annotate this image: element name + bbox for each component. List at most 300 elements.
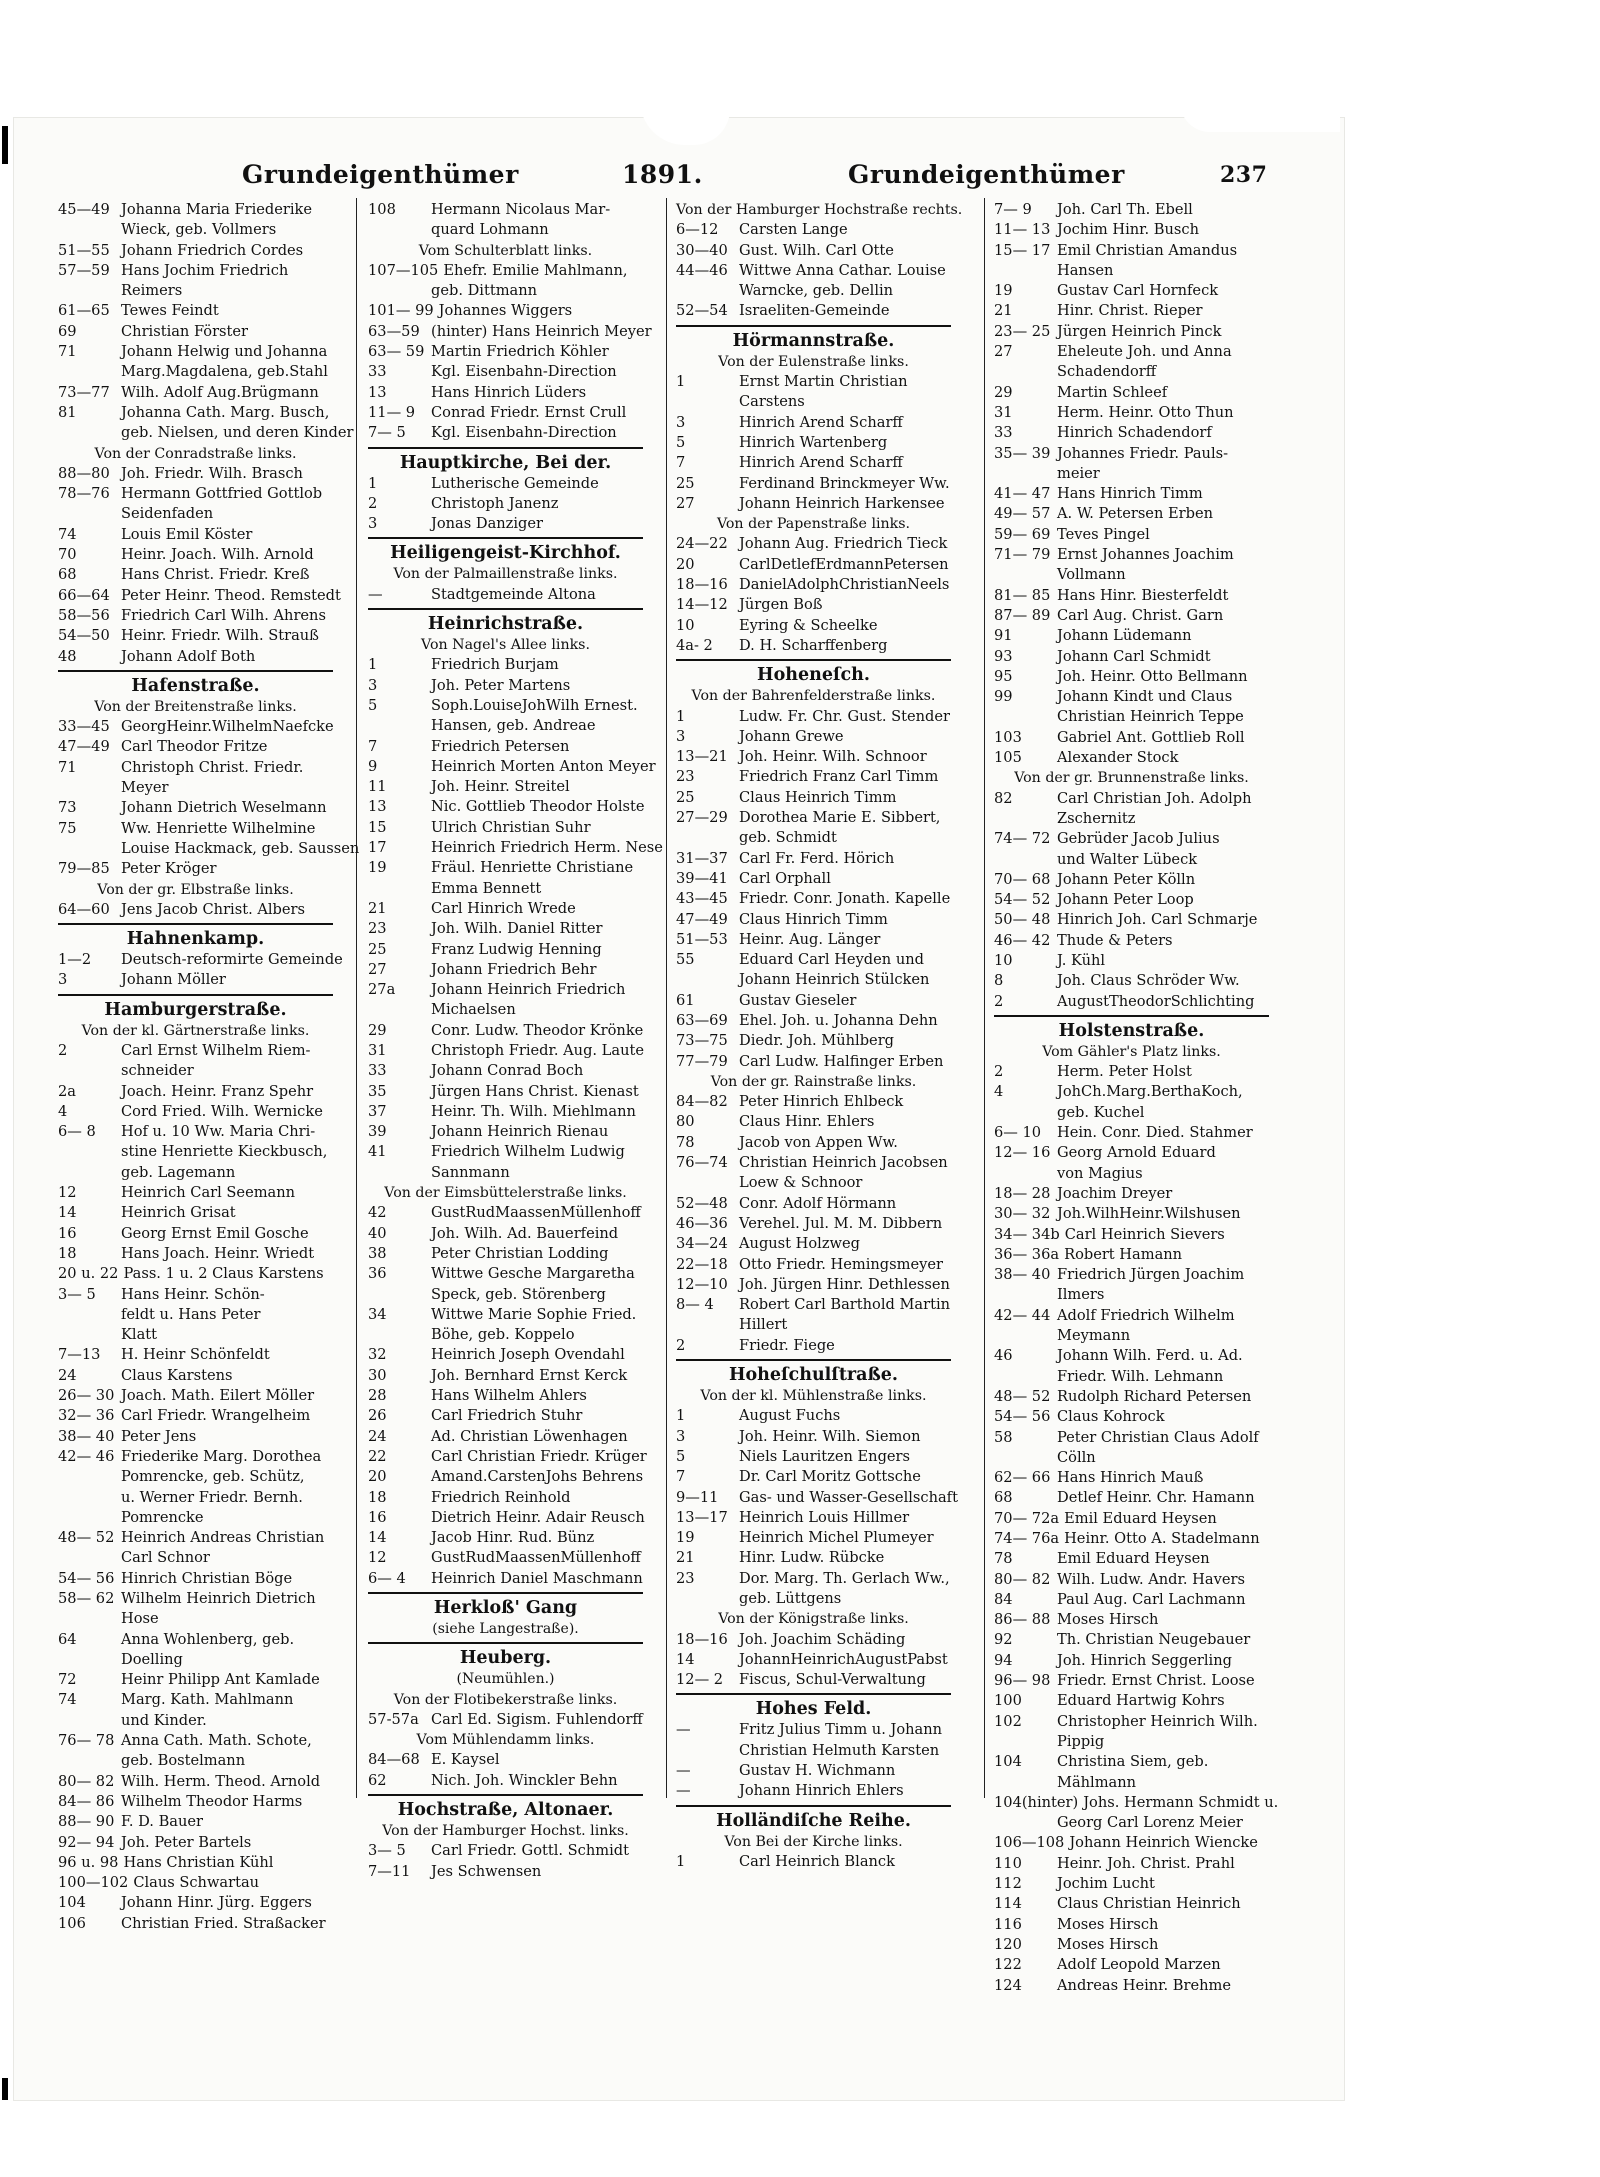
owner-entry bbox=[368, 261, 643, 281]
house-number: 61 bbox=[676, 991, 695, 1009]
owner-name: Hof u. 10 Ww. Maria Chri- bbox=[121, 1123, 316, 1141]
owner-entry bbox=[676, 575, 951, 595]
owner-name: Carl Fr. Ferd. Hörich bbox=[739, 849, 895, 867]
owner-entry bbox=[368, 1467, 643, 1487]
owner-entry bbox=[994, 1428, 1269, 1448]
owner-entry bbox=[368, 858, 643, 878]
house-number: 120 bbox=[994, 1935, 1022, 1953]
owner-entry bbox=[676, 301, 951, 321]
house-number: 20 bbox=[676, 555, 695, 573]
house-number: 78 bbox=[676, 1133, 695, 1151]
owner-name: Carl Ed. Sigism. Fuhlendorff bbox=[431, 1710, 643, 1728]
owner-name: Marg. Kath. Mahlmann bbox=[121, 1691, 294, 1709]
street-heading: Hahnenkamp. bbox=[126, 929, 265, 950]
street-heading: Heiligengeist-Kirchhof. bbox=[390, 543, 621, 564]
house-number: 44—46 bbox=[676, 261, 728, 279]
owner-name: A. W. Petersen Erben bbox=[1057, 505, 1213, 523]
house-number: 3 bbox=[676, 1427, 686, 1445]
house-number: 4 bbox=[58, 1102, 68, 1120]
house-number: 78—76 bbox=[58, 485, 110, 503]
house-number: 105 bbox=[994, 749, 1022, 767]
owner-name: Wittwe Anna Cathar. Louise bbox=[739, 261, 946, 279]
house-number: 3— 5 bbox=[58, 1285, 96, 1303]
owner-name: Heinr Philipp Ant Kamlade bbox=[121, 1671, 320, 1689]
owner-name: Detlef Heinr. Chr. Hamann bbox=[1057, 1489, 1255, 1507]
entry-continuation bbox=[994, 1813, 1269, 1833]
house-number: 6—12 bbox=[676, 221, 719, 239]
owner-name: Carl Ernst Wilhelm Riem- bbox=[121, 1041, 311, 1059]
owner-entry bbox=[994, 890, 1269, 910]
house-number: 63—59 bbox=[368, 322, 420, 340]
owner-name: Heinr. Joach. Wilh. Arnold bbox=[121, 546, 314, 564]
owner-name: Hermann Gottfried Gottlob bbox=[121, 485, 323, 503]
owner-name: Gust. Wilh. Carl Otte bbox=[739, 241, 894, 259]
house-number: 15 bbox=[368, 818, 387, 836]
house-number: — bbox=[676, 1721, 691, 1739]
entry-continuation bbox=[58, 1325, 333, 1345]
owner-name: Fiscus, Schul-Verwaltung bbox=[739, 1671, 926, 1689]
house-number: 59— 69 bbox=[994, 525, 1051, 543]
house-number: 30— 32 bbox=[994, 1205, 1051, 1223]
owner-name: Heinrich Joseph Ovendahl bbox=[431, 1346, 625, 1364]
owner-entry bbox=[994, 484, 1269, 504]
owner-name-continued: quard Lohmann bbox=[431, 221, 549, 239]
house-number: 1 bbox=[368, 474, 378, 492]
direction-note: Von der Eimsbüttelerstraße links. bbox=[384, 1185, 627, 1202]
owner-name: AugustTheodorSchlichting bbox=[1057, 992, 1255, 1010]
owner-name: Carl Christian Friedr. Krüger bbox=[431, 1447, 647, 1465]
owner-name-continued: geb. Lagemann bbox=[121, 1163, 236, 1181]
house-number: 3 bbox=[368, 515, 378, 533]
owner-name: Hinrich Joh. Carl Schmarje bbox=[1057, 911, 1258, 929]
owner-name: August Fuchs bbox=[739, 1407, 841, 1425]
owner-name: Christoph Janenz bbox=[431, 494, 559, 512]
owner-entry bbox=[676, 1569, 951, 1589]
owner-entry bbox=[368, 1345, 643, 1365]
house-number: 103 bbox=[994, 728, 1022, 746]
house-number: 74 bbox=[58, 525, 77, 543]
owner-name-continued: Ilmers bbox=[1057, 1286, 1105, 1304]
house-number: 23— 25 bbox=[994, 322, 1051, 340]
owner-name: Johann Dietrich Weselmann bbox=[121, 799, 327, 817]
house-number: 33 bbox=[368, 1062, 387, 1080]
house-number: 84—82 bbox=[676, 1093, 728, 1111]
owner-entry bbox=[676, 869, 951, 889]
owner-entry bbox=[676, 636, 951, 656]
owner-name: Fritz Julius Timm u. Johann bbox=[739, 1721, 943, 1739]
owner-name: Hinr. Christ. Rieper bbox=[1057, 302, 1203, 320]
owner-entry bbox=[368, 1264, 643, 1284]
owner-name: Joachim Dreyer bbox=[1057, 1184, 1173, 1202]
owner-name: Carl Ludw. Halfinger Erben bbox=[739, 1052, 944, 1070]
house-number: 81 bbox=[58, 403, 77, 421]
owner-entry bbox=[58, 525, 333, 545]
street-heading: Hauptkirche, Bei der. bbox=[399, 452, 612, 473]
direction-note: Von der Eulenstraße links. bbox=[718, 353, 909, 370]
house-number: 34— 34b bbox=[994, 1225, 1060, 1243]
section-rule bbox=[58, 670, 333, 672]
owner-name: J. Kühl bbox=[1057, 951, 1106, 969]
owner-name-continued: Louise Hackmack, geb. Saussen bbox=[121, 839, 360, 857]
owner-name-continued: Klatt bbox=[121, 1326, 157, 1344]
house-number: 23 bbox=[368, 920, 387, 938]
owner-name: Deutsch-reformirte Gemeinde bbox=[121, 951, 343, 969]
house-number: 100 bbox=[994, 1692, 1022, 1710]
direction-note: Von der kl. Mühlenstraße links. bbox=[700, 1388, 927, 1405]
owner-entry bbox=[676, 1781, 951, 1801]
owner-entry bbox=[368, 1750, 643, 1770]
house-number: 13 bbox=[368, 798, 387, 816]
owner-name: Joh. Bernhard Ernst Kerck bbox=[431, 1366, 628, 1384]
owner-entry bbox=[58, 261, 333, 281]
owner-name: Heinrich Morten Anton Meyer bbox=[431, 757, 656, 775]
house-number: 88—80 bbox=[58, 464, 110, 482]
owner-name: E. Kaysel bbox=[431, 1751, 500, 1769]
owner-name: Friedr. Ernst Christ. Loose bbox=[1057, 1672, 1255, 1690]
owner-entry bbox=[994, 1793, 1279, 1813]
house-number: 79—85 bbox=[58, 860, 110, 878]
column-divider bbox=[666, 198, 667, 1798]
house-number: 12— 16 bbox=[994, 1144, 1051, 1162]
owner-entry bbox=[58, 322, 333, 342]
owner-name: Franz Ludwig Henning bbox=[431, 940, 602, 958]
house-number: 3 bbox=[676, 413, 686, 431]
owner-entry bbox=[368, 1082, 643, 1102]
owner-name-continued: Loew & Schnoor bbox=[739, 1174, 863, 1192]
torn-edge bbox=[1180, 100, 1340, 132]
owner-name-continued: u. Werner Friedr. Bernh. bbox=[121, 1488, 303, 1506]
owner-entry bbox=[994, 971, 1269, 991]
page-header bbox=[230, 160, 1270, 194]
owner-name: Ehel. Joh. u. Johanna Dehn bbox=[739, 1011, 938, 1029]
owner-name: Carl Theodor Fritze bbox=[121, 738, 268, 756]
owner-name: Claus Kohrock bbox=[1057, 1408, 1165, 1426]
entry-continuation bbox=[994, 565, 1269, 585]
house-number: 33—45 bbox=[58, 718, 110, 736]
house-number: 18 bbox=[368, 1488, 387, 1506]
entry-continuation bbox=[368, 220, 643, 240]
owner-name: Joh. Wilh. Ad. Bauerfeind bbox=[431, 1224, 619, 1242]
owner-name-continued: Zschernitz bbox=[1057, 809, 1136, 827]
owner-name: Gebrüder Jacob Julius bbox=[1057, 830, 1220, 848]
owner-name: Johann Friedrich Cordes bbox=[121, 241, 304, 259]
entry-continuation bbox=[368, 1325, 643, 1345]
street-heading: Herkloß' Gang bbox=[433, 1598, 578, 1618]
owner-name: Ww. Henriette Wilhelmine bbox=[121, 819, 316, 837]
house-number: 76—74 bbox=[676, 1154, 728, 1172]
owner-name-continued: Seidenfaden bbox=[121, 505, 214, 523]
owner-entry bbox=[58, 1731, 333, 1751]
owner-name-continued: Hansen bbox=[1057, 261, 1114, 279]
house-number: 75 bbox=[58, 819, 77, 837]
entry-continuation bbox=[994, 850, 1269, 870]
owner-entry bbox=[58, 859, 333, 879]
house-number: 106 bbox=[58, 1914, 86, 1932]
owner-entry bbox=[58, 900, 333, 920]
entry-continuation bbox=[994, 464, 1269, 484]
owner-entry bbox=[368, 1224, 643, 1244]
house-number: 29 bbox=[994, 383, 1013, 401]
owner-entry bbox=[368, 301, 643, 321]
owner-name: Joh. Heinr. Otto Bellmann bbox=[1057, 667, 1248, 685]
owner-entry bbox=[58, 647, 333, 667]
owner-entry bbox=[58, 1406, 333, 1426]
owner-name-continued: geb. Lüttgens bbox=[739, 1590, 842, 1607]
owner-entry bbox=[368, 818, 643, 838]
house-number: 47—49 bbox=[676, 910, 728, 928]
house-number: 96— 98 bbox=[994, 1672, 1051, 1690]
owner-name: Hans Hinrich Mauß bbox=[1057, 1469, 1204, 1487]
owner-name: Johannes Friedr. Pauls- bbox=[1057, 444, 1229, 462]
house-number: 2 bbox=[368, 494, 378, 512]
entry-continuation bbox=[58, 1305, 333, 1325]
column-divider bbox=[356, 198, 357, 1798]
owner-name: Claus Heinrich Timm bbox=[739, 788, 897, 806]
owner-entry bbox=[676, 1255, 951, 1275]
entry-continuation bbox=[676, 828, 951, 848]
owner-entry bbox=[994, 1955, 1269, 1975]
street-heading: Heinrichstraße. bbox=[427, 614, 584, 635]
section-rule bbox=[676, 1693, 951, 1695]
section-rule bbox=[676, 659, 951, 661]
owner-entry bbox=[994, 322, 1269, 342]
street-heading: Hohes Feld. bbox=[755, 1699, 872, 1720]
house-number: 8 bbox=[994, 972, 1004, 990]
owner-name-continued: Böhe, geb. Koppelo bbox=[431, 1326, 575, 1344]
owner-name: Emil Eduard Heysen bbox=[1064, 1509, 1217, 1527]
owner-entry bbox=[676, 1488, 958, 1508]
owner-name: Joach. Heinr. Franz Spehr bbox=[121, 1082, 314, 1100]
owner-name: Wilhelm Theodor Harms bbox=[121, 1792, 303, 1810]
owner-entry bbox=[58, 241, 333, 261]
owner-name: Joh. Heinr. Wilh. Siemon bbox=[739, 1427, 921, 1445]
house-number: 80— 82 bbox=[994, 1570, 1051, 1588]
owner-entry bbox=[676, 1467, 951, 1487]
owner-name: Joh. Friedr. Wilh. Brasch bbox=[121, 464, 303, 482]
house-number: 91 bbox=[994, 627, 1013, 645]
house-number: 102 bbox=[994, 1712, 1022, 1730]
owner-entry bbox=[994, 1854, 1269, 1874]
owner-entry bbox=[368, 676, 643, 696]
house-number: 16 bbox=[58, 1224, 77, 1242]
house-number: 21 bbox=[676, 1549, 695, 1567]
owner-entry bbox=[368, 1406, 643, 1426]
house-number: 104 bbox=[994, 1753, 1022, 1771]
owner-name: Martin Friedrich Köhler bbox=[431, 343, 609, 361]
owner-entry bbox=[58, 1386, 333, 1406]
owner-name: Heinrich Friedrich Herm. Nese bbox=[431, 839, 663, 857]
house-number: 54— 56 bbox=[58, 1569, 115, 1587]
owner-name: Johanna Maria Friederike bbox=[121, 201, 313, 218]
owner-entry bbox=[58, 1772, 333, 1792]
owner-name-continued: geb. Kuchel bbox=[1057, 1103, 1145, 1121]
entry-continuation bbox=[676, 1741, 951, 1761]
street-heading: Hochstraße, Altonaer. bbox=[397, 1800, 614, 1821]
house-number: 16 bbox=[368, 1508, 387, 1526]
entry-continuation bbox=[676, 1173, 951, 1193]
section-rule bbox=[676, 325, 951, 327]
owner-entry bbox=[994, 789, 1269, 809]
direction-note: Von der Flotibekerstraße links. bbox=[393, 1691, 618, 1708]
owner-name: Kgl. Eisenbahn-Direction bbox=[431, 363, 617, 381]
owner-name: Eyring & Scheelke bbox=[739, 616, 878, 634]
house-number: 71— 79 bbox=[994, 546, 1051, 564]
owner-name: Kgl. Eisenbahn-Direction bbox=[431, 424, 617, 442]
house-number: 27—29 bbox=[676, 809, 728, 827]
owner-entry bbox=[368, 1841, 643, 1861]
owner-name: Peter Heinr. Theod. Remstedt bbox=[121, 586, 341, 604]
entry-continuation bbox=[58, 1650, 333, 1670]
house-number: 12—10 bbox=[676, 1275, 728, 1293]
owner-entry bbox=[368, 1102, 643, 1122]
house-number: 81— 85 bbox=[994, 586, 1051, 604]
owner-name: Christoph Friedr. Aug. Laute bbox=[431, 1041, 644, 1059]
owner-entry bbox=[994, 1245, 1269, 1265]
house-number: 84—68 bbox=[368, 1751, 420, 1769]
owner-name: Hans Heinr. Schön- bbox=[121, 1285, 265, 1303]
entry-continuation bbox=[58, 1711, 333, 1731]
house-number: 35 bbox=[368, 1082, 387, 1100]
owner-name: Heinr. Friedr. Wilh. Strauß bbox=[121, 627, 319, 645]
column-divider bbox=[984, 198, 985, 1798]
owner-name: Christoph Christ. Friedr. bbox=[121, 758, 304, 776]
owner-entry bbox=[994, 383, 1269, 403]
house-number: 73—77 bbox=[58, 383, 110, 401]
house-number: 38 bbox=[368, 1244, 387, 1262]
owner-entry bbox=[58, 1792, 333, 1812]
owner-name: Carl Aug. Christ. Garn bbox=[1057, 606, 1224, 624]
page-number: 237 bbox=[1220, 162, 1268, 188]
house-number: 54— 56 bbox=[994, 1408, 1051, 1426]
house-number: 12 bbox=[368, 1549, 387, 1567]
owner-name: Hinrich Arend Scharff bbox=[739, 413, 903, 431]
owner-entry bbox=[994, 1549, 1269, 1569]
owner-entry bbox=[676, 950, 951, 970]
direction-note: Von Nagel's Allee links. bbox=[421, 637, 590, 654]
owner-entry bbox=[368, 940, 643, 960]
owner-name: Th. Christian Neugebauer bbox=[1057, 1631, 1251, 1649]
house-number: 39 bbox=[368, 1123, 387, 1141]
house-number: 27 bbox=[676, 494, 695, 512]
owner-name: Johann Peter Loop bbox=[1057, 891, 1194, 909]
owner-entry bbox=[994, 444, 1269, 464]
direction-note: Von der Bahrenfelderstraße links. bbox=[691, 688, 936, 705]
house-number: 47—49 bbox=[58, 738, 110, 756]
owner-entry bbox=[676, 453, 951, 473]
owner-name: Ernst Johannes Joachim bbox=[1057, 546, 1234, 564]
owner-entry bbox=[368, 757, 656, 777]
section-rule bbox=[368, 1794, 643, 1796]
owner-entry bbox=[994, 301, 1269, 321]
house-number: 37 bbox=[368, 1102, 387, 1120]
owner-name: Friedrich Carl Wilh. Ahrens bbox=[121, 606, 326, 624]
owner-name: Jürgen Boß bbox=[739, 596, 823, 614]
owner-name: Hans Christian Kühl bbox=[123, 1853, 274, 1871]
owner-name: Johann Möller bbox=[121, 971, 226, 989]
house-number: 14 bbox=[676, 1650, 695, 1668]
direction-note: Von der Hamburger Hochstraße rechts. bbox=[676, 202, 963, 218]
owner-entry bbox=[58, 586, 341, 606]
house-number: 101— 99 bbox=[368, 302, 434, 320]
entry-continuation bbox=[676, 392, 951, 412]
owner-name: Johann Friedrich Behr bbox=[431, 960, 597, 978]
house-number: 94 bbox=[994, 1651, 1013, 1669]
header-year: 1891. bbox=[622, 160, 703, 189]
house-number: 10 bbox=[676, 616, 695, 634]
house-number: 46—36 bbox=[676, 1214, 728, 1232]
house-number: 58— 62 bbox=[58, 1590, 115, 1607]
owner-entry bbox=[994, 1590, 1269, 1610]
entry-continuation bbox=[994, 1103, 1269, 1123]
owner-entry bbox=[676, 1670, 951, 1690]
owner-name: Carl Friedrich Stuhr bbox=[431, 1407, 583, 1425]
house-number: 43—45 bbox=[676, 890, 728, 908]
section-rule bbox=[368, 447, 643, 449]
owner-entry bbox=[676, 220, 951, 240]
owner-entry bbox=[676, 1275, 951, 1295]
owner-name: Conr. Adolf Hörmann bbox=[739, 1194, 897, 1212]
house-number: 68 bbox=[58, 566, 77, 584]
owner-entry bbox=[58, 758, 333, 778]
house-number: 77—79 bbox=[676, 1052, 728, 1070]
house-number: 15— 17 bbox=[994, 241, 1051, 259]
house-number: 28 bbox=[368, 1387, 387, 1405]
owner-entry bbox=[676, 1214, 951, 1234]
owner-name: Friedrich Burjam bbox=[431, 656, 559, 674]
owner-entry bbox=[368, 1244, 643, 1264]
owner-entry bbox=[994, 829, 1269, 849]
owner-name-continued: Emma Bennett bbox=[431, 879, 542, 897]
owner-name-continued: und Kinder. bbox=[121, 1711, 207, 1729]
house-number: 74— 76a bbox=[994, 1530, 1060, 1547]
entry-continuation bbox=[58, 504, 333, 524]
owner-entry bbox=[58, 1427, 333, 1447]
owner-entry bbox=[676, 1720, 951, 1740]
owner-name: Heinrich Grisat bbox=[121, 1204, 236, 1222]
owner-entry bbox=[58, 1853, 333, 1873]
owner-name: Joh. Wilh. Daniel Ritter bbox=[431, 920, 603, 938]
owner-entry bbox=[994, 1204, 1269, 1224]
owner-name: Claus Schwartau bbox=[133, 1874, 260, 1892]
house-number: 52—48 bbox=[676, 1194, 728, 1212]
house-number: 100—102 bbox=[58, 1874, 129, 1892]
house-number: 62 bbox=[368, 1771, 387, 1789]
owner-entry bbox=[994, 910, 1269, 930]
owner-name: Heinrich Daniel Maschmann bbox=[431, 1569, 643, 1587]
house-number: 9—11 bbox=[676, 1488, 719, 1506]
owner-entry bbox=[994, 1651, 1269, 1671]
owner-entry bbox=[994, 626, 1269, 646]
owner-name: D. H. Scharffenberg bbox=[739, 636, 888, 654]
owner-entry bbox=[994, 1570, 1269, 1590]
owner-name-continued: Wieck, geb. Vollmers bbox=[121, 221, 277, 239]
owner-name-continued: feldt u. Hans Peter bbox=[121, 1305, 261, 1323]
owner-name: Jürgen Heinrich Pinck bbox=[1057, 322, 1222, 340]
entry-continuation bbox=[994, 1164, 1269, 1184]
owner-entry bbox=[676, 1052, 951, 1072]
owner-name: Dor. Marg. Th. Gerlach Ww., bbox=[739, 1569, 950, 1587]
house-number: 4 bbox=[994, 1083, 1004, 1101]
owner-name: Hinrich Schadendorf bbox=[1057, 424, 1212, 442]
house-number: 12 bbox=[58, 1184, 77, 1202]
house-number: 38— 40 bbox=[994, 1266, 1051, 1284]
owner-entry bbox=[368, 655, 643, 675]
entry-continuation bbox=[58, 362, 333, 382]
owner-name-continued: schneider bbox=[121, 1062, 194, 1080]
owner-entry bbox=[58, 1366, 333, 1386]
house-number: 5 bbox=[368, 696, 378, 714]
owner-entry bbox=[368, 1041, 643, 1061]
